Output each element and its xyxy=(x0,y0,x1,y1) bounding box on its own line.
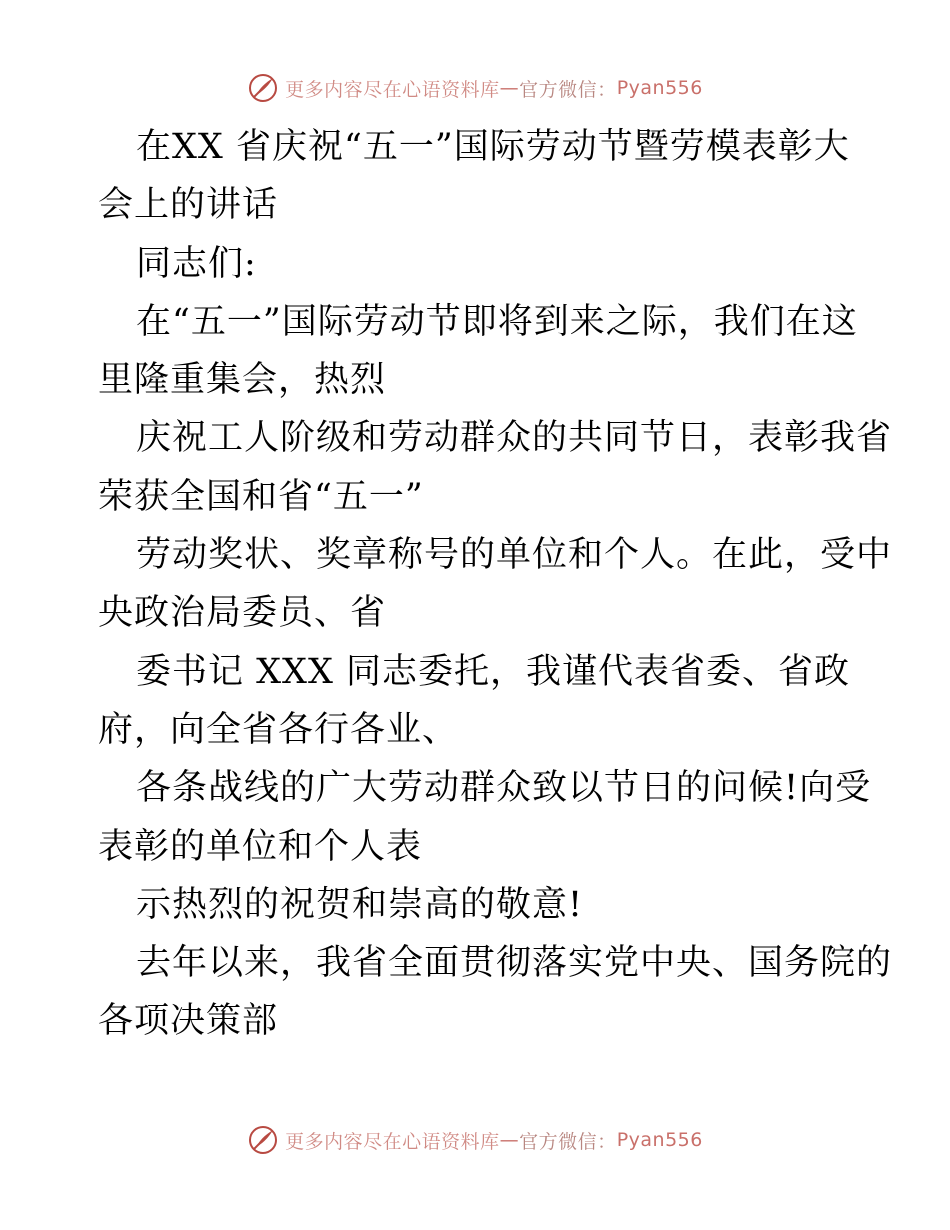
text-line: 同志们: xyxy=(136,243,257,284)
text-line: 劳动奖状、奖章称号的单位和个人。在此，受中 xyxy=(136,535,893,576)
text-line: 央政治局委员、省 xyxy=(98,593,387,634)
text-line: 示热烈的祝贺和崇高的敬意! xyxy=(136,884,584,925)
text-line: 庆祝工人阶级和劳动群众的共同节日，表彰我省 xyxy=(136,418,893,459)
text-line: 府，向全省各行各业、 xyxy=(98,709,459,750)
watermark-wechat-id: Pyan556 xyxy=(616,77,703,99)
text-line: 里隆重集会，热烈 xyxy=(98,360,387,401)
text-line: 各条战线的广大劳动群众致以节日的问候!向受 xyxy=(136,768,872,809)
footer-watermark xyxy=(0,1124,950,1156)
text-line: 会上的讲话 xyxy=(98,185,279,226)
watermark-site-name: 更多内容尽在心语资料库 xyxy=(285,78,500,101)
text-line: 荣获全国和省“五一” xyxy=(98,476,424,517)
text-line: 在XX 省庆祝“五一”国际劳动节暨劳模表彰大 xyxy=(136,127,850,167)
watermark-dash: — xyxy=(499,1129,520,1151)
quill-logo-icon xyxy=(247,1124,279,1156)
text-line: 在“五一”国际劳动节即将到来之际，我们在这 xyxy=(136,301,858,342)
quill-logo-icon xyxy=(247,72,279,104)
watermark-label: 官方微信： xyxy=(519,1130,617,1153)
watermark-site-name: 更多内容尽在心语资料库 xyxy=(285,1130,500,1153)
text-line: 表彰的单位和个人表 xyxy=(98,826,423,867)
watermark-wechat-id: Pyan556 xyxy=(616,1129,703,1151)
watermark-dash: — xyxy=(499,77,520,99)
watermark-label: 官方微信： xyxy=(519,78,617,101)
text-line: 去年以来，我省全面贯彻落实党中央、国务院的 xyxy=(136,943,893,984)
text-line: 委书记 XXX 同志委托，我谨代表省委、省政 xyxy=(136,651,851,692)
text-line: 各项决策部 xyxy=(98,1001,279,1042)
header-watermark xyxy=(0,72,950,104)
document-body xyxy=(98,118,893,1051)
